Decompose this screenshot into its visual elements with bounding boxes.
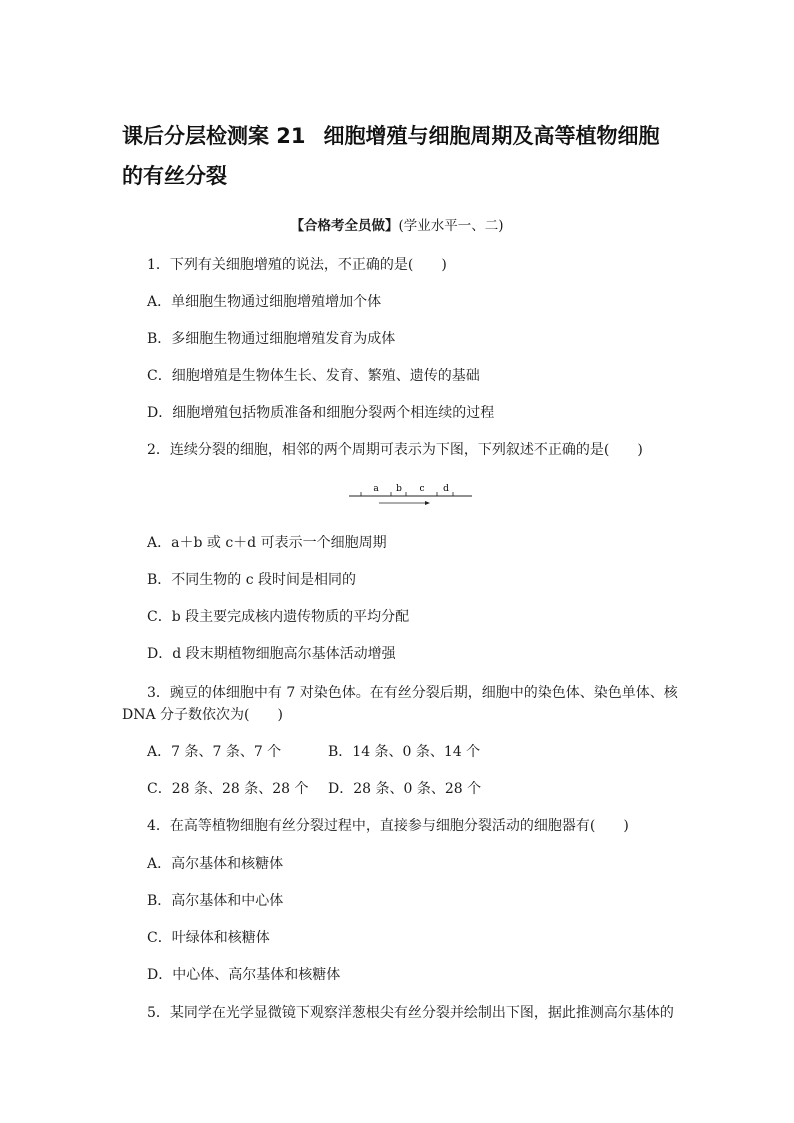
- title-part-b: 细胞增殖与细胞周期及高等植物细胞: [323, 124, 660, 148]
- question-2-stem: 2．连续分裂的细胞，相邻的两个周期可表示为下图，下列叙述不正确的是( ): [147, 442, 643, 458]
- question-1-option-a: A．单细胞生物通过细胞增殖增加个体: [147, 294, 382, 310]
- question-3-option-a: A．7 条、7 条、7 个: [147, 744, 282, 760]
- question-1-option-c: C．细胞增殖是生物体生长、发育、繁殖、遗传的基础: [147, 368, 480, 384]
- title-line-1: [122, 116, 682, 156]
- question-3-option-d: D．28 条、0 条、28 个: [328, 781, 482, 797]
- diagram-label-a: a: [373, 484, 379, 494]
- diagram-label-d: d: [443, 484, 449, 494]
- question-4-option-c: C．叶绿体和核糖体: [147, 930, 270, 946]
- section-heading-level: (学业水平一、二): [398, 218, 504, 234]
- question-2-option-c: C．b 段主要完成核内遗传物质的平均分配: [147, 609, 410, 625]
- question-3-option-c: C．28 条、28 条、28 个: [147, 781, 309, 797]
- question-3-stem-line-2: DNA 分子数依次为( ): [122, 707, 283, 723]
- section-heading: [0, 216, 794, 236]
- question-1-option-b: B．多细胞生物通过细胞增殖发育为成体: [147, 331, 396, 347]
- question-1-stem: 1．下列有关细胞增殖的说法，不正确的是( ): [147, 257, 447, 273]
- question-2-option-d: D．d 段末期植物细胞高尔基体活动增强: [147, 646, 396, 662]
- title-line-2: 的有丝分裂: [122, 164, 227, 188]
- question-1-option-d: D．细胞增殖包括物质准备和细胞分裂两个相连续的过程: [147, 405, 495, 421]
- cell-cycle-diagram: [346, 479, 476, 509]
- question-3-option-b: B．14 条、0 条、14 个: [328, 744, 481, 760]
- diagram-label-b: b: [396, 484, 402, 494]
- diagram-arrow-head: [425, 501, 430, 505]
- question-4-option-b: B．高尔基体和中心体: [147, 893, 284, 909]
- diagram-label-c: c: [419, 484, 425, 494]
- question-2-option-b: B．不同生物的 c 段时间是相同的: [147, 572, 357, 588]
- section-heading-bold: 【合格考全员做】: [290, 218, 399, 234]
- title-part-a: 课后分层检测案 21: [122, 124, 306, 148]
- question-4-option-d: D．中心体、高尔基体和核糖体: [147, 967, 341, 983]
- question-5-stem: 5．某同学在光学显微镜下观察洋葱根尖有丝分裂并绘制出下图，据此推测高尔基体的: [147, 1005, 674, 1021]
- question-4-stem: 4．在高等植物细胞有丝分裂过程中，直接参与细胞分裂活动的细胞器有( ): [147, 818, 629, 834]
- question-4-option-a: A．高尔基体和核糖体: [147, 856, 284, 872]
- page-title: [122, 116, 682, 196]
- question-3-stem-line-1: 3．豌豆的体细胞中有 7 对染色体。在有丝分裂后期，细胞中的染色体、染色单体、核: [147, 685, 678, 701]
- question-2-option-a: A．a＋b 或 c＋d 可表示一个细胞周期: [147, 535, 387, 551]
